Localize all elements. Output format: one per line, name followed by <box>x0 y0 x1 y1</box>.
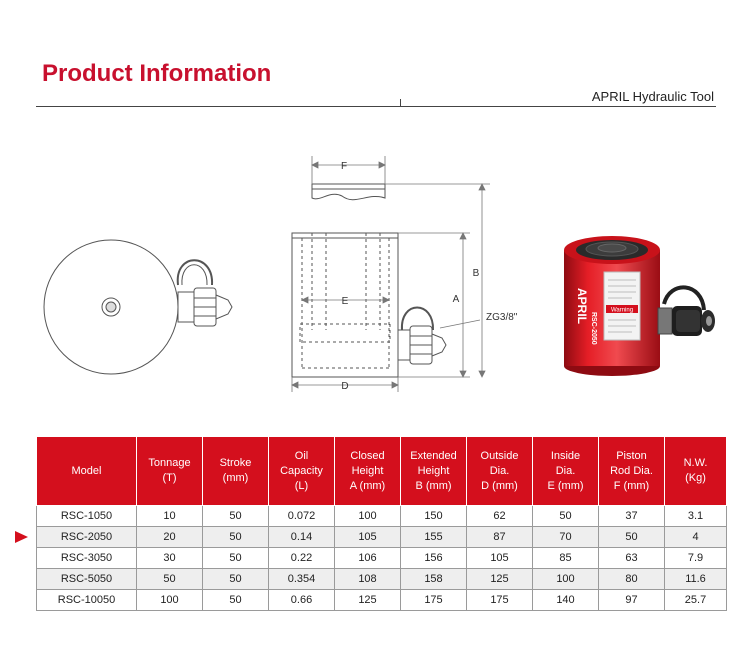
table-cell: 62 <box>467 506 533 527</box>
product-photo <box>552 228 722 378</box>
table-cell: 0.072 <box>269 506 335 527</box>
dim-label-b: B <box>472 268 480 279</box>
photo-model-text: RSC-2050 <box>590 312 597 345</box>
table-header-row <box>37 437 727 506</box>
header-outside-dia: Outside Dia. D (mm) <box>467 437 533 506</box>
table-cell: 125 <box>335 590 401 611</box>
table-cell: 25.7 <box>665 590 727 611</box>
table-cell: 150 <box>401 506 467 527</box>
dim-label-e: E <box>341 296 349 307</box>
dim-label-port: ZG3/8" <box>486 312 518 323</box>
photo-brand-text: APRIL <box>575 288 589 324</box>
header-model: Model <box>37 437 137 506</box>
table-cell: 158 <box>401 569 467 590</box>
table-cell: RSC-5050 <box>37 569 137 590</box>
table-row <box>37 590 727 611</box>
table-cell: 50 <box>137 569 203 590</box>
header-inside-dia: Inside Dia. E (mm) <box>533 437 599 506</box>
table-cell: 0.66 <box>269 590 335 611</box>
header-stroke: Stroke (mm) <box>203 437 269 506</box>
table-cell: 175 <box>401 590 467 611</box>
table-cell: 105 <box>335 527 401 548</box>
title-divider <box>36 106 716 107</box>
table-cell: 4 <box>665 527 727 548</box>
table-cell: 175 <box>467 590 533 611</box>
page-title: Product Information <box>42 60 272 87</box>
header-oil-capacity: Oil Capacity (L) <box>269 437 335 506</box>
table-cell: 155 <box>401 527 467 548</box>
table-cell: 50 <box>203 506 269 527</box>
table-row <box>37 527 727 548</box>
table-cell: 50 <box>599 527 665 548</box>
table-cell: 80 <box>599 569 665 590</box>
table-cell: 108 <box>335 569 401 590</box>
table-cell: 105 <box>467 548 533 569</box>
table-row <box>37 506 727 527</box>
top-view-drawing <box>44 240 232 374</box>
table-cell: 156 <box>401 548 467 569</box>
dim-label-a: A <box>452 294 460 305</box>
header-net-weight: N.W. (Kg) <box>665 437 727 506</box>
table-cell: 30 <box>137 548 203 569</box>
header-piston-rod-dia: Piston Rod Dia. F (mm) <box>599 437 665 506</box>
table-cell: RSC-3050 <box>37 548 137 569</box>
table-cell: 0.354 <box>269 569 335 590</box>
header-tonnage: Tonnage (T) <box>137 437 203 506</box>
table-cell: RSC-1050 <box>37 506 137 527</box>
table-cell: 3.1 <box>665 506 727 527</box>
table-cell: 11.6 <box>665 569 727 590</box>
table-cell: 140 <box>533 590 599 611</box>
table-cell: 50 <box>203 548 269 569</box>
table-cell: 106 <box>335 548 401 569</box>
photo-warning-text: Warning <box>610 307 634 314</box>
table-cell: 100 <box>335 506 401 527</box>
table-cell: 0.14 <box>269 527 335 548</box>
table-cell: 7.9 <box>665 548 727 569</box>
table-cell: RSC-10050 <box>37 590 137 611</box>
brand-label: APRIL Hydraulic Tool <box>591 89 714 104</box>
selected-row-arrow-icon <box>15 531 28 543</box>
table-cell: 87 <box>467 527 533 548</box>
table-row <box>37 569 727 590</box>
table-cell: RSC-2050 <box>37 527 137 548</box>
table-row <box>37 548 727 569</box>
table-cell: 97 <box>599 590 665 611</box>
table-cell: 125 <box>467 569 533 590</box>
table-cell: 37 <box>599 506 665 527</box>
table-cell: 85 <box>533 548 599 569</box>
divider-tick <box>400 99 401 107</box>
table-cell: 10 <box>137 506 203 527</box>
dim-label-d: D <box>341 381 349 392</box>
dim-label-f: F <box>340 161 348 172</box>
table-cell: 50 <box>533 506 599 527</box>
specification-table <box>36 436 727 611</box>
table-cell: 20 <box>137 527 203 548</box>
table-cell: 100 <box>533 569 599 590</box>
table-cell: 50 <box>203 590 269 611</box>
table-cell: 100 <box>137 590 203 611</box>
header-closed-height: Closed Height A (mm) <box>335 437 401 506</box>
table-cell: 0.22 <box>269 548 335 569</box>
side-view-drawing <box>292 184 446 377</box>
table-cell: 63 <box>599 548 665 569</box>
header-extended-height: Extended Height B (mm) <box>401 437 467 506</box>
table-cell: 70 <box>533 527 599 548</box>
table-cell: 50 <box>203 527 269 548</box>
table-cell: 50 <box>203 569 269 590</box>
